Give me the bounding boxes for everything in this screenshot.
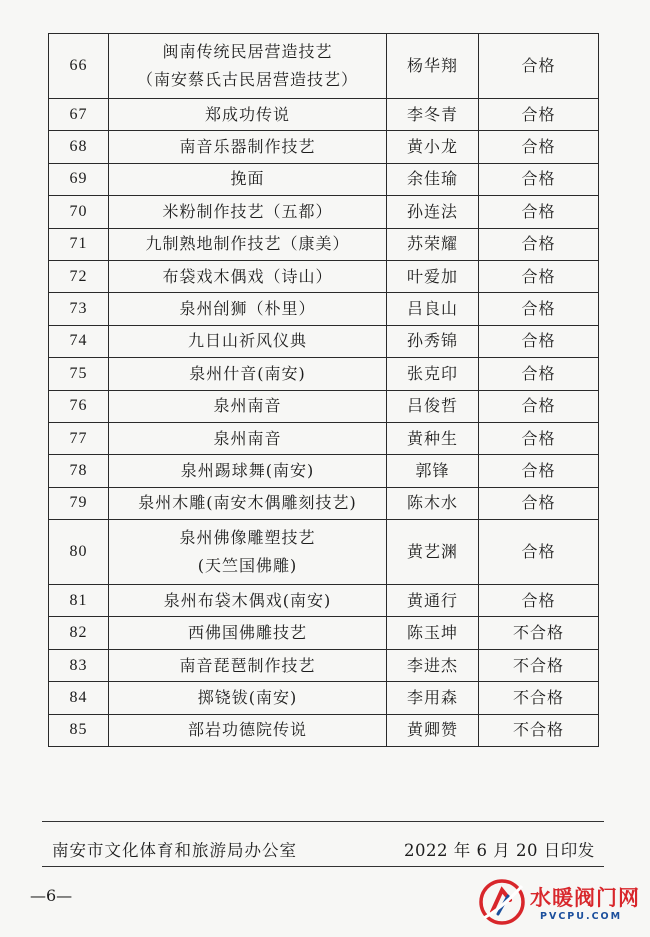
- project-name-line: 九制熟地制作技艺（康美）: [145, 234, 350, 254]
- project-name-cell: [109, 487, 387, 519]
- assessment-result: 合格: [479, 520, 599, 585]
- inheritor-name: 叶爱加: [387, 260, 479, 292]
- project-name-cell: [109, 260, 387, 292]
- table-row: [49, 34, 599, 99]
- project-name-line: 挽面: [230, 169, 265, 189]
- project-name-line: 部岩功德院传说: [187, 720, 307, 740]
- row-number: 69: [49, 163, 109, 195]
- inheritor-name: 黄艺渊: [387, 520, 479, 585]
- table-row: [49, 617, 599, 649]
- row-number: 72: [49, 260, 109, 292]
- project-name-cell: [109, 520, 387, 585]
- footer-top-rule: [42, 821, 604, 822]
- project-name-line: 泉州南音: [213, 396, 282, 416]
- project-name-line: 南音乐器制作技艺: [179, 137, 316, 157]
- inheritor-name: 余佳瑜: [387, 163, 479, 195]
- table-row: [49, 196, 599, 228]
- table-row: [49, 422, 599, 454]
- assessment-result: 不合格: [479, 617, 599, 649]
- table-row: [49, 260, 599, 292]
- inheritor-name: 黄小龙: [387, 131, 479, 163]
- project-name-line: 泉州佛像雕塑技艺: [179, 528, 316, 548]
- inheritor-results-table: [48, 33, 599, 747]
- project-name-cell: [109, 455, 387, 487]
- watermark-url: PVCPU.COM: [540, 911, 623, 922]
- table-row: [49, 487, 599, 519]
- project-name-line: 布袋戏木偶戏（诗山）: [162, 266, 333, 286]
- project-name-cell: [109, 293, 387, 325]
- pv-logo-icon: [478, 878, 526, 926]
- project-name-cell: [109, 196, 387, 228]
- project-name-cell: [109, 163, 387, 195]
- table-row: [49, 649, 599, 681]
- inheritor-name: 黄种生: [387, 422, 479, 454]
- table-row: [49, 714, 599, 746]
- row-number: 71: [49, 228, 109, 260]
- inheritor-name: 李进杰: [387, 649, 479, 681]
- row-number: 67: [49, 99, 109, 131]
- inheritor-name: 孙连法: [387, 196, 479, 228]
- project-name-line: （南安蔡氏古民居营造技艺）: [136, 70, 358, 89]
- row-number: 80: [49, 520, 109, 585]
- table-row: [49, 358, 599, 390]
- assessment-result: 合格: [479, 422, 599, 454]
- issuer-office: 南安市文化体育和旅游局办公室: [52, 841, 297, 860]
- watermark-brand: 水暖阀门网: [530, 886, 640, 910]
- row-number: 77: [49, 422, 109, 454]
- assessment-result: 合格: [479, 487, 599, 519]
- project-name-line: 泉州什音(南安): [189, 363, 306, 383]
- assessment-result: 合格: [479, 131, 599, 163]
- assessment-result: 合格: [479, 163, 599, 195]
- table-row: [49, 131, 599, 163]
- row-number: 75: [49, 358, 109, 390]
- project-name-line: 闽南传统民居营造技艺: [162, 42, 333, 61]
- assessment-result: 合格: [479, 325, 599, 357]
- project-name-cell: [109, 617, 387, 649]
- table-row: [49, 293, 599, 325]
- row-number: 70: [49, 196, 109, 228]
- project-name-cell: [109, 325, 387, 357]
- row-number: 74: [49, 325, 109, 357]
- assessment-result: 不合格: [479, 649, 599, 681]
- project-name-cell: [109, 228, 387, 260]
- inheritor-name: 陈玉坤: [387, 617, 479, 649]
- assessment-result: 合格: [479, 34, 599, 99]
- watermark-logo: [478, 878, 648, 928]
- inheritor-name: 吕俊哲: [387, 390, 479, 422]
- page-number: —6—: [30, 886, 73, 905]
- footer-bottom-rule: [42, 866, 604, 867]
- assessment-result: 合格: [479, 260, 599, 292]
- project-name-line: 泉州踢球舞(南安): [180, 460, 315, 480]
- row-number: 85: [49, 714, 109, 746]
- row-number: 82: [49, 617, 109, 649]
- row-number: 84: [49, 682, 109, 714]
- assessment-result: 合格: [479, 585, 599, 617]
- assessment-result: 不合格: [479, 682, 599, 714]
- inheritor-name: 陈木水: [387, 487, 479, 519]
- inheritor-name: 吕良山: [387, 293, 479, 325]
- assessment-result: 合格: [479, 390, 599, 422]
- row-number: 76: [49, 390, 109, 422]
- project-name-cell: [109, 682, 387, 714]
- row-number: 68: [49, 131, 109, 163]
- inheritor-name: 张克印: [387, 358, 479, 390]
- project-name-line: 九日山祈风仪典: [187, 331, 307, 351]
- project-name-cell: [109, 99, 387, 131]
- assessment-result: 不合格: [479, 714, 599, 746]
- table-row: [49, 390, 599, 422]
- row-number: 73: [49, 293, 109, 325]
- row-number: 79: [49, 487, 109, 519]
- project-name-cell: [109, 390, 387, 422]
- project-name-line: 泉州木雕(南安木偶雕刻技艺): [138, 493, 357, 513]
- project-name-line: 泉州布袋木偶戏(南安): [163, 590, 332, 610]
- table-row: [49, 520, 599, 585]
- assessment-result: 合格: [479, 455, 599, 487]
- inheritor-name: 孙秀锦: [387, 325, 479, 357]
- assessment-result: 合格: [479, 358, 599, 390]
- assessment-result: 合格: [479, 228, 599, 260]
- table-row: [49, 585, 599, 617]
- table-row: [49, 682, 599, 714]
- issue-date: 2022 年 6 月 20 日印发: [404, 841, 595, 860]
- assessment-result: 合格: [479, 99, 599, 131]
- project-name-line: 郑成功传说: [204, 104, 290, 124]
- assessment-result: 合格: [479, 293, 599, 325]
- inheritor-name: 杨华翔: [387, 34, 479, 99]
- table-row: [49, 325, 599, 357]
- project-name-line: 南音琵琶制作技艺: [179, 655, 316, 675]
- table-row: [49, 455, 599, 487]
- project-name-cell: [109, 131, 387, 163]
- project-name-cell: [109, 358, 387, 390]
- table-row: [49, 99, 599, 131]
- inheritor-name: 苏荣耀: [387, 228, 479, 260]
- row-number: 81: [49, 585, 109, 617]
- row-number: 66: [49, 34, 109, 99]
- project-name-line: 掷铙钹(南安): [197, 687, 298, 707]
- table-row: [49, 163, 599, 195]
- row-number: 83: [49, 649, 109, 681]
- assessment-result: 合格: [479, 196, 599, 228]
- project-name-cell: [109, 585, 387, 617]
- row-number: 78: [49, 455, 109, 487]
- project-name-line: 泉州刣狮（朴里）: [179, 299, 316, 319]
- project-name-line: 泉州南音: [213, 428, 282, 448]
- project-name-cell: [109, 422, 387, 454]
- inheritor-name: 李冬青: [387, 99, 479, 131]
- inheritor-name: 黄卿赞: [387, 714, 479, 746]
- table-row: [49, 228, 599, 260]
- inheritor-name: 李用森: [387, 682, 479, 714]
- project-name-line: (天竺国佛雕): [197, 556, 298, 576]
- project-name-line: 米粉制作技艺（五都）: [162, 201, 333, 221]
- project-name-line: 西佛国佛雕技艺: [187, 623, 307, 643]
- project-name-cell: [109, 34, 387, 99]
- inheritor-name: 黄通行: [387, 585, 479, 617]
- project-name-cell: [109, 714, 387, 746]
- project-name-cell: [109, 649, 387, 681]
- inheritor-name: 郭锋: [387, 455, 479, 487]
- table-body: [49, 34, 599, 747]
